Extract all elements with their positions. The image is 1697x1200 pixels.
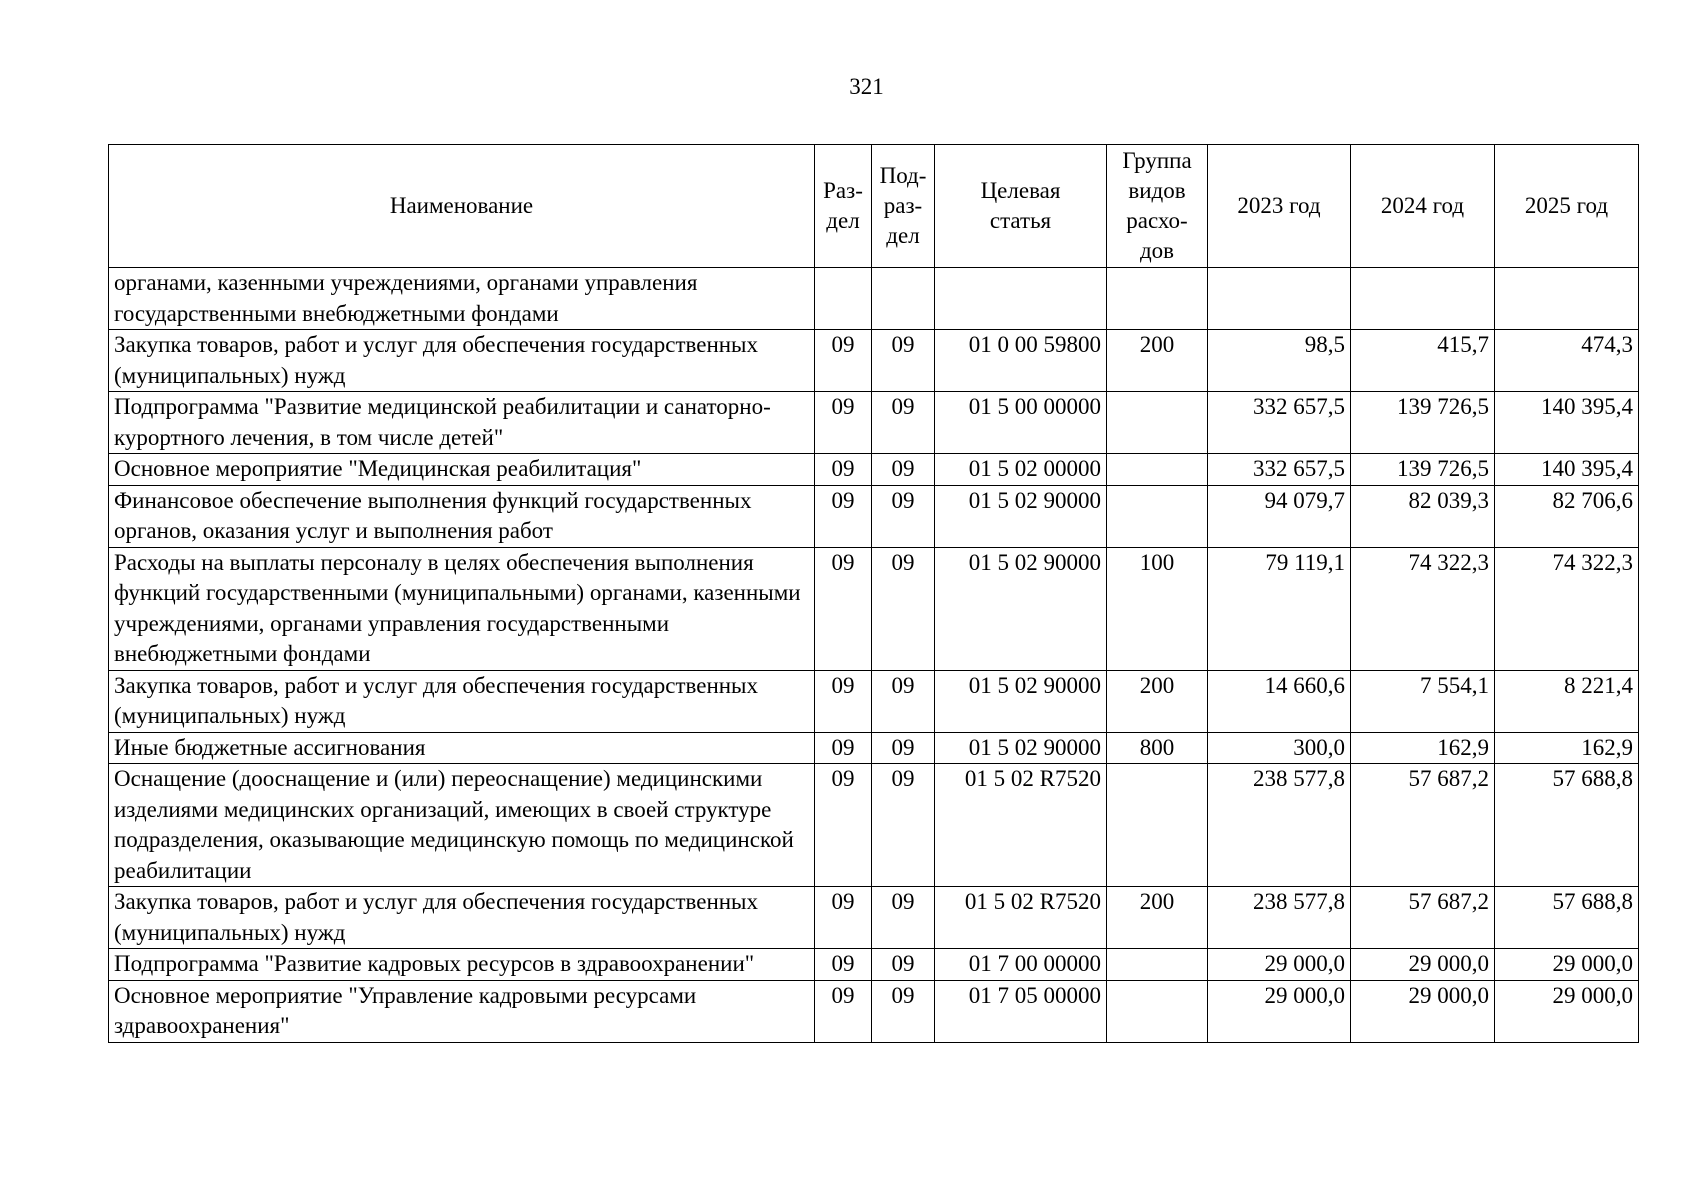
cell-2024: [1351, 268, 1495, 330]
cell-2023: 332 657,5: [1208, 392, 1351, 454]
cell-target-article: 01 5 00 00000: [935, 392, 1107, 454]
cell-razdel: 09: [815, 949, 872, 981]
cell-name: Основное мероприятие "Медицинская реабилитация": [109, 454, 815, 486]
cell-target-article: 01 5 02 90000: [935, 670, 1107, 732]
cell-razdel: [815, 268, 872, 330]
cell-podrazdel: 09: [872, 454, 935, 486]
cell-target-article: 01 7 00 00000: [935, 949, 1107, 981]
cell-podrazdel: 09: [872, 670, 935, 732]
cell-2025: 474,3: [1495, 330, 1639, 392]
cell-2024: 162,9: [1351, 732, 1495, 764]
cell-expense-group: [1107, 949, 1208, 981]
cell-target-article: 01 5 02 00000: [935, 454, 1107, 486]
cell-name: органами, казенными учреждениями, органами управления государственными внебюджетными фондами: [109, 268, 815, 330]
cell-expense-group: 800: [1107, 732, 1208, 764]
cell-podrazdel: 09: [872, 732, 935, 764]
cell-podrazdel: 09: [872, 547, 935, 670]
budget-table: [108, 144, 1639, 1043]
cell-2024: 139 726,5: [1351, 392, 1495, 454]
cell-target-article: 01 5 02 90000: [935, 485, 1107, 547]
cell-2024: 82 039,3: [1351, 485, 1495, 547]
cell-podrazdel: 09: [872, 980, 935, 1042]
cell-2023: 29 000,0: [1208, 949, 1351, 981]
table-row: [109, 485, 1639, 547]
cell-2025: [1495, 268, 1639, 330]
cell-name: Подпрограмма "Развитие кадровых ресурсов в здравоохранении": [109, 949, 815, 981]
cell-podrazdel: 09: [872, 764, 935, 887]
cell-podrazdel: 09: [872, 392, 935, 454]
cell-expense-group: [1107, 392, 1208, 454]
cell-expense-group: 200: [1107, 887, 1208, 949]
cell-2024: 29 000,0: [1351, 949, 1495, 981]
cell-podrazdel: 09: [872, 887, 935, 949]
cell-2025: 57 688,8: [1495, 764, 1639, 887]
table-row: [109, 732, 1639, 764]
cell-podrazdel: 09: [872, 949, 935, 981]
cell-2024: 415,7: [1351, 330, 1495, 392]
header-year-2023: 2023 год: [1208, 145, 1351, 268]
cell-2023: [1208, 268, 1351, 330]
cell-2025: 57 688,8: [1495, 887, 1639, 949]
cell-2023: 238 577,8: [1208, 887, 1351, 949]
cell-2025: 82 706,6: [1495, 485, 1639, 547]
cell-2024: 57 687,2: [1351, 764, 1495, 887]
cell-expense-group: [1107, 764, 1208, 887]
cell-2024: 7 554,1: [1351, 670, 1495, 732]
cell-razdel: 09: [815, 887, 872, 949]
cell-target-article: 01 5 02 R7520: [935, 764, 1107, 887]
cell-2023: 332 657,5: [1208, 454, 1351, 486]
cell-2025: 29 000,0: [1495, 949, 1639, 981]
cell-2025: 29 000,0: [1495, 980, 1639, 1042]
table-row: [109, 949, 1639, 981]
cell-name: Подпрограмма "Развитие медицинской реабилитации и санаторно-курортного лечения, в том числе детей": [109, 392, 815, 454]
header-podrazdel: Под- раз- дел: [872, 145, 935, 268]
cell-name: Основное мероприятие "Управление кадровыми ресурсами здравоохранения": [109, 980, 815, 1042]
cell-2023: 238 577,8: [1208, 764, 1351, 887]
cell-target-article: [935, 268, 1107, 330]
cell-2023: 79 119,1: [1208, 547, 1351, 670]
cell-razdel: 09: [815, 330, 872, 392]
table-header-row: [109, 145, 1639, 268]
table-body: [109, 268, 1639, 1043]
cell-target-article: 01 7 05 00000: [935, 980, 1107, 1042]
cell-expense-group: [1107, 268, 1208, 330]
cell-name: Расходы на выплаты персоналу в целях обеспечения выполнения функций государственными (муниципальными) органами, казенными учреждениями, органами управления государственными внебюджетными фондами: [109, 547, 815, 670]
cell-2025: 162,9: [1495, 732, 1639, 764]
cell-2023: 14 660,6: [1208, 670, 1351, 732]
cell-podrazdel: 09: [872, 330, 935, 392]
table-row: [109, 670, 1639, 732]
cell-razdel: 09: [815, 980, 872, 1042]
cell-2025: 8 221,4: [1495, 670, 1639, 732]
cell-name: Закупка товаров, работ и услуг для обеспечения государственных (муниципальных) нужд: [109, 330, 815, 392]
header-name: Наименование: [109, 145, 815, 268]
header-year-2025: 2025 год: [1495, 145, 1639, 268]
table-row: [109, 547, 1639, 670]
cell-target-article: 01 5 02 90000: [935, 732, 1107, 764]
header-target-article: Целевая статья: [935, 145, 1107, 268]
cell-2025: 74 322,3: [1495, 547, 1639, 670]
cell-razdel: 09: [815, 485, 872, 547]
table-row: [109, 268, 1639, 330]
cell-2023: 300,0: [1208, 732, 1351, 764]
table-row: [109, 887, 1639, 949]
cell-name: Закупка товаров, работ и услуг для обеспечения государственных (муниципальных) нужд: [109, 887, 815, 949]
cell-target-article: 01 5 02 R7520: [935, 887, 1107, 949]
cell-expense-group: 200: [1107, 670, 1208, 732]
cell-razdel: 09: [815, 454, 872, 486]
cell-2023: 98,5: [1208, 330, 1351, 392]
cell-expense-group: [1107, 980, 1208, 1042]
table-row: [109, 980, 1639, 1042]
cell-podrazdel: [872, 268, 935, 330]
cell-razdel: 09: [815, 764, 872, 887]
cell-name: Оснащение (дооснащение и (или) переоснащение) медицинскими изделиями медицинских организаций, имеющих в своей структуре подразделения, оказывающие медицинскую помощь по медицинской реабилитации: [109, 764, 815, 887]
header-year-2024: 2024 год: [1351, 145, 1495, 268]
table-row: [109, 330, 1639, 392]
cell-expense-group: 200: [1107, 330, 1208, 392]
header-expense-group: Группа видов расхо- дов: [1107, 145, 1208, 268]
cell-target-article: 01 0 00 59800: [935, 330, 1107, 392]
cell-razdel: 09: [815, 392, 872, 454]
cell-2023: 94 079,7: [1208, 485, 1351, 547]
page-number: 321: [849, 74, 884, 99]
cell-2024: 74 322,3: [1351, 547, 1495, 670]
cell-2024: 139 726,5: [1351, 454, 1495, 486]
cell-2024: 57 687,2: [1351, 887, 1495, 949]
cell-razdel: 09: [815, 732, 872, 764]
cell-name: Финансовое обеспечение выполнения функций государственных органов, оказания услуг и выполнения работ: [109, 485, 815, 547]
table-row: [109, 454, 1639, 486]
cell-2025: 140 395,4: [1495, 392, 1639, 454]
cell-podrazdel: 09: [872, 485, 935, 547]
header-razdel: Раз- дел: [815, 145, 872, 268]
cell-razdel: 09: [815, 670, 872, 732]
table-row: [109, 392, 1639, 454]
cell-expense-group: [1107, 454, 1208, 486]
cell-razdel: 09: [815, 547, 872, 670]
cell-2025: 140 395,4: [1495, 454, 1639, 486]
cell-name: Иные бюджетные ассигнования: [109, 732, 815, 764]
cell-target-article: 01 5 02 90000: [935, 547, 1107, 670]
cell-2024: 29 000,0: [1351, 980, 1495, 1042]
cell-expense-group: [1107, 485, 1208, 547]
table-row: [109, 764, 1639, 887]
cell-2023: 29 000,0: [1208, 980, 1351, 1042]
cell-expense-group: 100: [1107, 547, 1208, 670]
cell-name: Закупка товаров, работ и услуг для обеспечения государственных (муниципальных) нужд: [109, 670, 815, 732]
